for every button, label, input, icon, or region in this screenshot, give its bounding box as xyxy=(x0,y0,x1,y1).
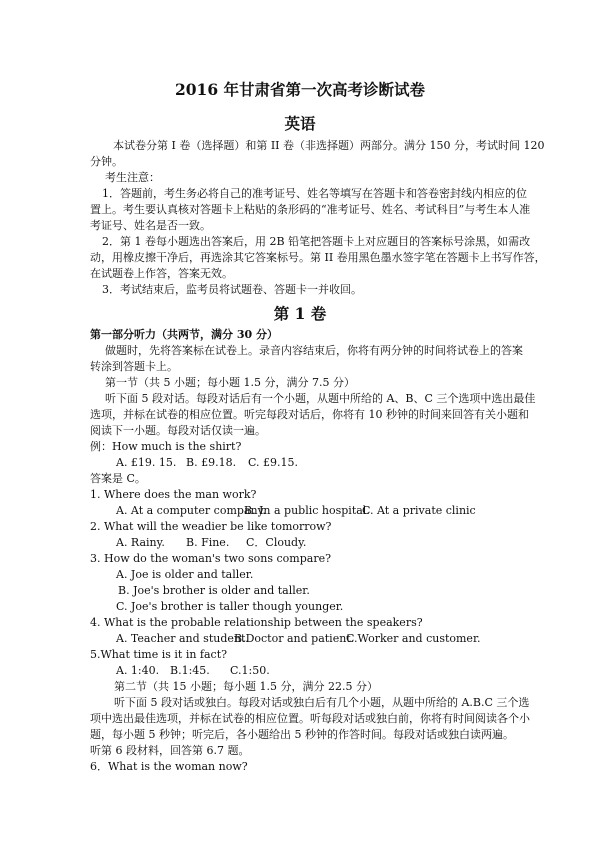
part-1-line-1: 做题时，先将答案标在试卷上。录音内容结束后，你将有两分钟的时间将试卷上的答案 xyxy=(105,344,523,357)
question-6: 6．What is the woman now? xyxy=(90,760,248,773)
exam-title: 2016 年甘肃省第一次高考诊断试卷 xyxy=(174,80,426,99)
question-1: 1. Where does the man work? xyxy=(90,488,257,501)
q3-option-a: A. Joe is older and taller. xyxy=(116,568,254,581)
section-1-line-2: 选项，并标在试卷的相应位置。听完每段对话后，你将有 10 秒钟的时间来回答有关小题和 xyxy=(90,408,529,421)
example-options xyxy=(116,455,298,470)
section-1-line-3: 阅读下一小题。每段对话仅读一遍。 xyxy=(90,424,266,437)
question-5: 5.What time is it in fact? xyxy=(90,648,228,661)
q2-option-c: C．Cloudy. xyxy=(246,536,307,549)
question-2-options xyxy=(116,535,306,550)
notice-heading: 考生注意： xyxy=(105,171,160,184)
intro-line-2: 分钟。 xyxy=(90,155,123,168)
q1-option-a: A. At a computer company. xyxy=(116,504,266,517)
section-1-heading: 第一节（共 5 小题；每小题 1.5 分，满分 7.5 分） xyxy=(105,376,355,389)
example-option-c: C. £9.15. xyxy=(248,456,299,469)
volume-1-heading: 第 1 卷 xyxy=(273,304,327,323)
section-2-line-3: 题，每小题 5 秒钟；听完后，各小题给出 5 秒钟的作答时间。每段对话或独白读两遍。 xyxy=(90,728,514,741)
q4-option-a: A. Teacher and student. xyxy=(116,632,249,645)
section-2-line-2: 项中选出最佳选项，并标在试卷的相应位置。听每段对话或独白前，你将有时间阅读各个小 xyxy=(90,712,530,725)
notice-1-line-2: 置上。考生要认真核对答题卡上粘贴的条形码的“准考证号、姓名、考试科目”与考生本人准 xyxy=(90,203,531,216)
q4-option-c: C.Worker and customer. xyxy=(346,632,481,645)
notice-2-line-2: 动，用橡皮擦干净后，再选涂其它答案标号。第 II 卷用黑色墨水签字笔在答题卡上书写作答， xyxy=(90,251,546,264)
notice-3-line-1: 3．考试结束后，监考员将试题卷、答题卡一并收回。 xyxy=(102,283,362,296)
material-6-instruction: 听第 6 段材料，回答第 6.7 题。 xyxy=(90,744,250,757)
question-4-options xyxy=(116,631,481,646)
section-2-heading: 第二节（共 15 小题；每小题 1.5 分，满分 22.5 分） xyxy=(114,680,378,693)
intro-line-1: 本试卷分第 I 卷（选择题）和第 II 卷（非选择题）两部分。满分 150 分，考试时间 120 xyxy=(113,139,545,152)
q5-option-c: C.1:50. xyxy=(230,664,270,677)
question-4: 4. What is the probable relationship between the speakers? xyxy=(90,616,423,629)
q3-option-b: B. Joe's brother is older and taller. xyxy=(118,584,310,597)
q3-option-c: C. Joe's brother is taller though younger. xyxy=(116,600,344,613)
question-1-options xyxy=(116,503,476,518)
q5-option-b: B.1:45. xyxy=(170,664,210,677)
question-2: 2. What will the weadier be like tomorrow? xyxy=(90,520,332,533)
notice-1-line-3: 考证号、姓名是否一致。 xyxy=(90,219,211,232)
q5-option-a: A. 1:40. xyxy=(116,664,160,677)
question-3: 3. How do the woman's two sons compare? xyxy=(90,552,331,565)
q1-option-b: B. In a public hospital. xyxy=(244,504,370,517)
part-1-line-2: 转涂到答题卡上。 xyxy=(90,360,178,373)
question-5-options xyxy=(116,663,270,678)
q4-option-b: B.Doctor and patient. xyxy=(234,632,355,645)
notice-2-line-3: 在试题卷上作答，答案无效。 xyxy=(90,267,233,280)
example-option-b: B. £9.18. xyxy=(186,456,237,469)
notice-1-line-1: 1．答题前，考生务必将自己的准考证号、姓名等填写在答题卡和答卷密封线内相应的位 xyxy=(102,187,527,200)
q1-option-c: C. At a private clinic xyxy=(362,504,476,517)
example-answer: 答案是 C。 xyxy=(90,472,146,485)
q2-option-a: A. Rainy. xyxy=(116,536,165,549)
example-question: 例：How much is the shirt? xyxy=(90,440,242,453)
q2-option-b: B. Fine. xyxy=(186,536,230,549)
notice-2-line-1: 2．第 1 卷每小题选出答案后，用 2B 铅笔把答题卡上对应题目的答案标号涂黑，如需改 xyxy=(102,235,531,248)
subject-title: 英语 xyxy=(284,114,316,133)
section-2-line-1: 听下面 5 段对话或独白。每段对话或独白后有几个小题，从题中所给的 A.B.C 三个选 xyxy=(114,696,530,709)
example-option-a: A. £19. 15. xyxy=(116,456,177,469)
section-1-line-1: 听下面 5 段对话。每段对话后有一个小题，从题中所给的 A、B、C 三个选项中选出最佳 xyxy=(105,392,536,405)
part-1-heading: 第一部分听力（共两节，满分 30 分） xyxy=(90,328,278,341)
